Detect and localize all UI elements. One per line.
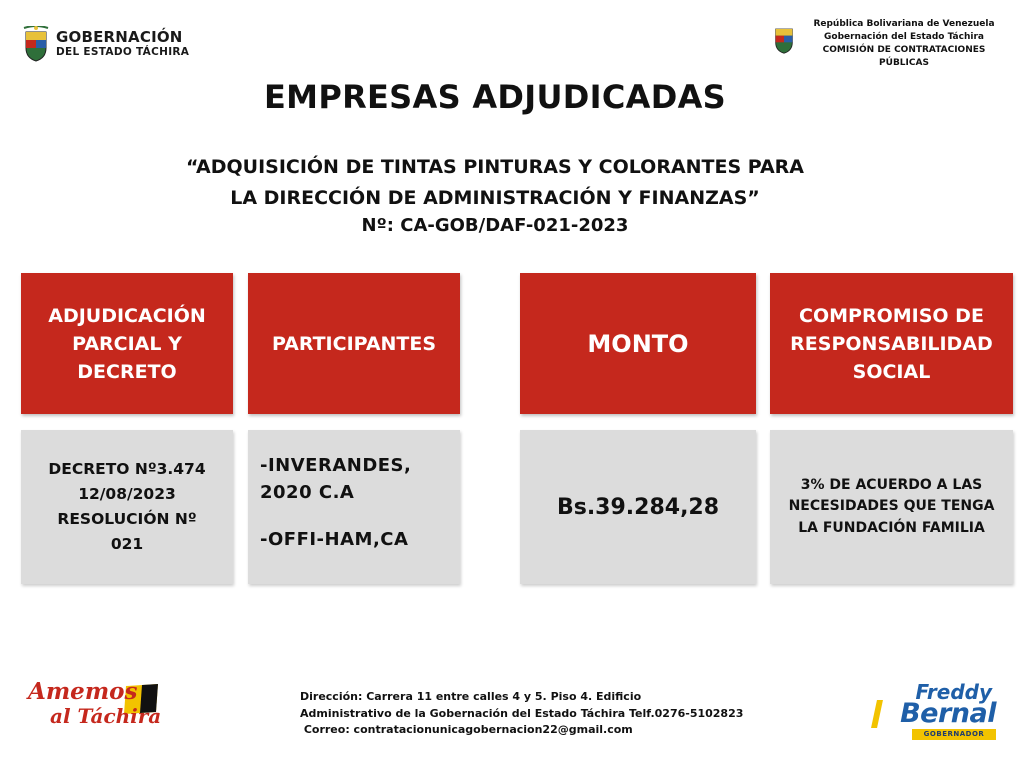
freddy-bernal-logo <box>870 680 998 742</box>
header-cell-adjudicacion <box>21 273 233 414</box>
freddy-text: Freddy <box>915 680 992 704</box>
header-commission-2: PÚBLICAS <box>879 58 929 68</box>
subtitle-line-1: “ADQUISICIÓN DE TINTAS PINTURAS Y COLORANTES PARA <box>185 156 805 178</box>
amemos-text: Amemos <box>28 678 138 705</box>
compromiso-text: 3% DE ACUERDO A LAS NECESIDADES QUE TENGA LA FUNDACIÓN FAMILIA <box>788 476 995 536</box>
header-label: ADJUDICACIÓN PARCIAL Y DECRETO <box>48 304 206 383</box>
subtitle-line-2: LA DIRECCIÓN DE ADMINISTRACIÓN Y FINANZAS” <box>230 187 760 209</box>
gobernacion-logo <box>22 26 189 62</box>
header-label: MONTO <box>587 329 689 358</box>
participant-item: -OFFI-HAM,CA <box>260 529 409 550</box>
header-right <box>772 18 1004 70</box>
tachira-text: al Táchira <box>50 704 162 728</box>
resolucion-number: 021 <box>110 535 144 553</box>
decreto-number: DECRETO Nº3.474 <box>48 460 206 478</box>
yellow-bar-icon <box>871 700 883 728</box>
reference-number: Nº: CA-GOB/DAF-021-2023 <box>361 215 629 236</box>
amemos-tachira-logo <box>24 676 164 736</box>
logo-subtitle: DEL ESTADO TÁCHIRA <box>56 46 190 59</box>
coat-of-arms-icon <box>22 26 50 62</box>
header-label: PARTICIPANTES <box>271 332 437 355</box>
header-government: Gobernación del Estado Táchira <box>824 32 984 42</box>
monto-value: Bs.39.284,28 <box>556 494 720 520</box>
header-cell-compromiso <box>770 273 1013 414</box>
header-cell-monto <box>520 273 756 414</box>
header-label: COMPROMISO DE RESPONSABILIDAD SOCIAL <box>790 304 993 383</box>
address-line-1: Dirección: Carrera 11 entre calles 4 y 5. Piso 4. Edificio <box>300 690 642 703</box>
logo-title: GOBERNACIÓN <box>56 28 183 47</box>
address-line-2: Administrativo de la Gobernación del Estado Táchira Telf.0276-5102823 <box>300 706 744 720</box>
header-cell-participantes <box>248 273 460 414</box>
header-commission: COMISIÓN DE CONTRATACIONES <box>822 45 986 55</box>
bernal-text: Bernal <box>900 698 996 729</box>
coat-of-arms-icon <box>772 24 796 54</box>
resolucion-label: RESOLUCIÓN Nº <box>57 510 197 528</box>
gobernador-tag: GOBERNADOR <box>912 729 996 740</box>
subtitle <box>0 152 990 214</box>
footer-address <box>300 689 743 739</box>
page-title: EMPRESAS ADJUDICADAS <box>264 78 726 116</box>
header-country: República Bolivariana de Venezuela <box>813 19 995 29</box>
email-line: Correo: contratacionunicagobernacion22@gmail.com <box>300 723 633 736</box>
cell-decreto <box>21 430 233 584</box>
cell-monto <box>520 430 756 584</box>
cell-compromiso <box>770 430 1013 584</box>
cell-participantes <box>248 430 460 584</box>
participant-item: -INVERANDES, 2020 C.A <box>260 455 412 503</box>
decreto-date: 12/08/2023 <box>78 485 176 503</box>
